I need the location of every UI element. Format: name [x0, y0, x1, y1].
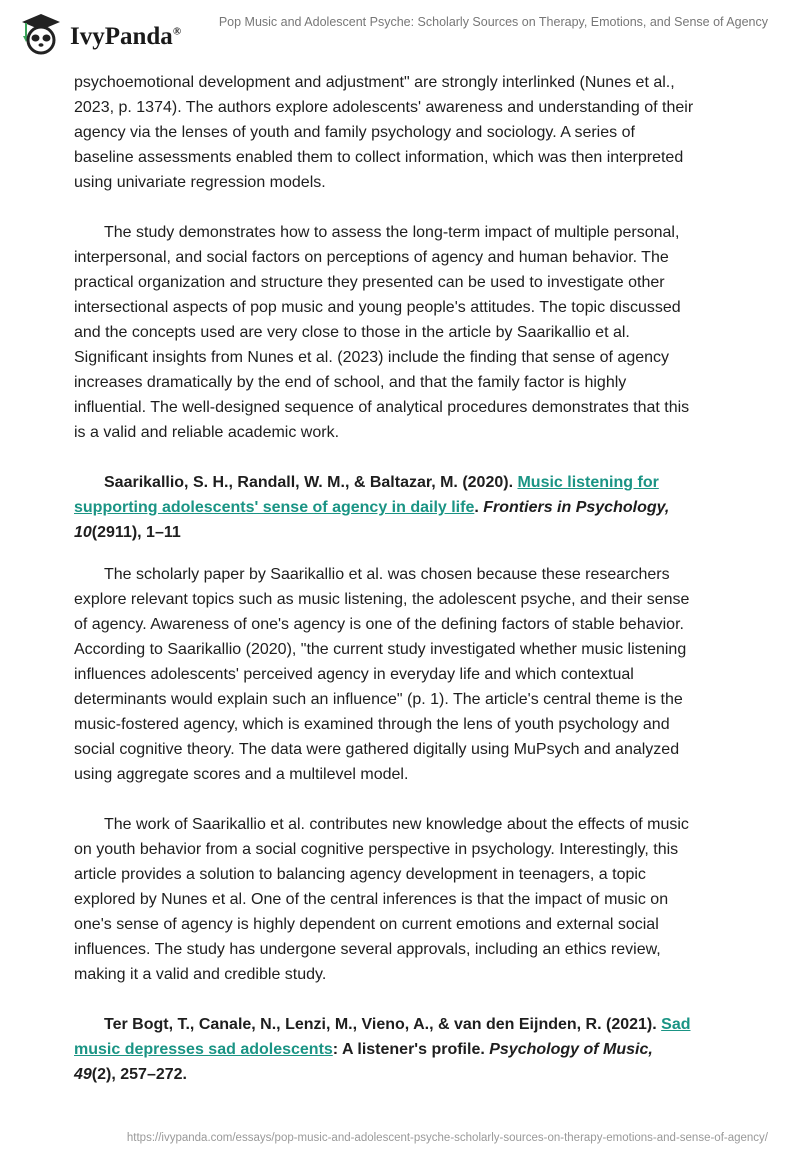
text-line: explore relevant topics such as music listening, the adolescent psyche, and their sense — [74, 591, 690, 608]
citation-authors: Saarikallio, S. H., Randall, W. M., & Baltazar, M. (2020). — [104, 474, 518, 491]
text-line: music-fostered agency, which is examined through the lens of youth psychology and — [74, 716, 670, 733]
text-line: influences adolescents' perceived agency in everyday life and which contextual — [74, 666, 634, 683]
text-line: practical organization and structure they presented can be used to investigate other — [74, 274, 665, 291]
text-line: and the concepts used are very close to those in the article by Saarikallio et al. — [74, 324, 630, 341]
text-line: on youth behavior from a social cognitive perspective in psychology. Interestingly, this — [74, 841, 679, 858]
citation-text: : A listener's profile. — [332, 1041, 490, 1058]
paragraph — [74, 812, 774, 987]
essay-content — [74, 70, 774, 1104]
text-line: social cognitive theory. The data were gathered digitally using MuPsych and analyzed — [74, 741, 680, 758]
text-line: The scholarly paper by Saarikallio et al. was chosen because these researchers — [104, 566, 670, 583]
citation — [74, 470, 774, 545]
citation-authors: Ter Bogt, T., Canale, N., Lenzi, M., Vieno, A., & van den Eijnden, R. (2021). — [104, 1016, 662, 1033]
text-line: psychoemotional development and adjustment" are strongly interlinked (Nunes et al., — [74, 74, 675, 91]
panda-graduate-icon — [18, 10, 64, 56]
document-title: Pop Music and Adolescent Psyche: Scholarly Sources on Therapy, Emotions, and Sense of Agency — [218, 15, 768, 29]
citation-volume: 49 — [74, 1066, 92, 1083]
citation — [74, 1012, 774, 1087]
text-line: increases dramatically by the end of school, and that the family factor is highly — [74, 374, 627, 391]
text-line: using univariate regression models. — [74, 174, 326, 191]
text-line: one's sense of agency is highly dependent on current emotions and external social — [74, 916, 659, 933]
text-line: making it a valid and credible study. — [74, 966, 327, 983]
citation-link[interactable]: Sad — [661, 1016, 691, 1033]
text-line: The study demonstrates how to assess the long-term impact of multiple personal, — [104, 224, 680, 241]
text-line: is a valid and reliable academic work. — [74, 424, 340, 441]
citation-volume: 10 — [74, 524, 92, 541]
text-line: 2023, p. 1374). The authors explore adolescents' awareness and understanding of their — [74, 99, 694, 116]
citation-link[interactable]: Music listening for — [517, 474, 659, 491]
citation-link[interactable]: supporting adolescents' sense of agency in daily life — [74, 499, 475, 516]
text-line: determinants would explain such an influence" (p. 1). The article's central theme is the — [74, 691, 683, 708]
text-line: The work of Saarikallio et al. contributes new knowledge about the effects of music — [104, 816, 689, 833]
paragraph — [74, 562, 774, 787]
text-line: of agency. Awareness of one's agency is one of the defining factors of stable behavior. — [74, 616, 684, 633]
citation-link[interactable]: music depresses sad adolescents — [74, 1041, 333, 1058]
text-line: According to Saarikallio (2020), "the current study investigated whether music listening — [74, 641, 687, 658]
page-header — [0, 0, 800, 60]
paragraph — [74, 220, 774, 445]
text-line: article provides a solution to balancing agency development in teenagers, a topic — [74, 866, 646, 883]
text-line: influences. The study has undergone several approvals, including an ethics review, — [74, 941, 661, 958]
paragraph — [74, 70, 774, 195]
citation-pages: (2), 257–272. — [91, 1066, 187, 1083]
logo-text: IvyPanda® — [70, 23, 182, 50]
citation-journal: Psychology of Music, — [489, 1041, 653, 1058]
citation-journal: Frontiers in Psychology, — [483, 499, 670, 516]
source-url[interactable]: https://ivypanda.com/essays/pop-music-and-adolescent-psyche-scholarly-sources-on-therapy-emotions-and-sense-of-agency/ — [126, 1132, 768, 1144]
text-line: baseline assessments enabled them to collect information, which was then interpreted — [74, 149, 684, 166]
text-line: interpersonal, and social factors on perceptions of agency and human behavior. The — [74, 249, 669, 266]
citation-text: . — [474, 499, 484, 516]
text-line: using aggregate scores and a multilevel model. — [74, 766, 409, 783]
text-line: agency via the lenses of youth and family psychology and sociology. A series of — [74, 124, 635, 141]
text-line: Significant insights from Nunes et al. (2023) include the finding that sense of agency — [74, 349, 670, 366]
text-line: influential. The well-designed sequence of analytical procedures demonstrates that this — [74, 399, 690, 416]
citation-pages: (2911), 1–11 — [91, 524, 181, 541]
ivypanda-logo[interactable] — [18, 10, 181, 56]
text-line: explored by Nunes et al. One of the central inferences is that the impact of music on — [74, 891, 669, 908]
text-line: intersectional aspects of pop music and young people's attitudes. The topic discussed — [74, 299, 681, 316]
